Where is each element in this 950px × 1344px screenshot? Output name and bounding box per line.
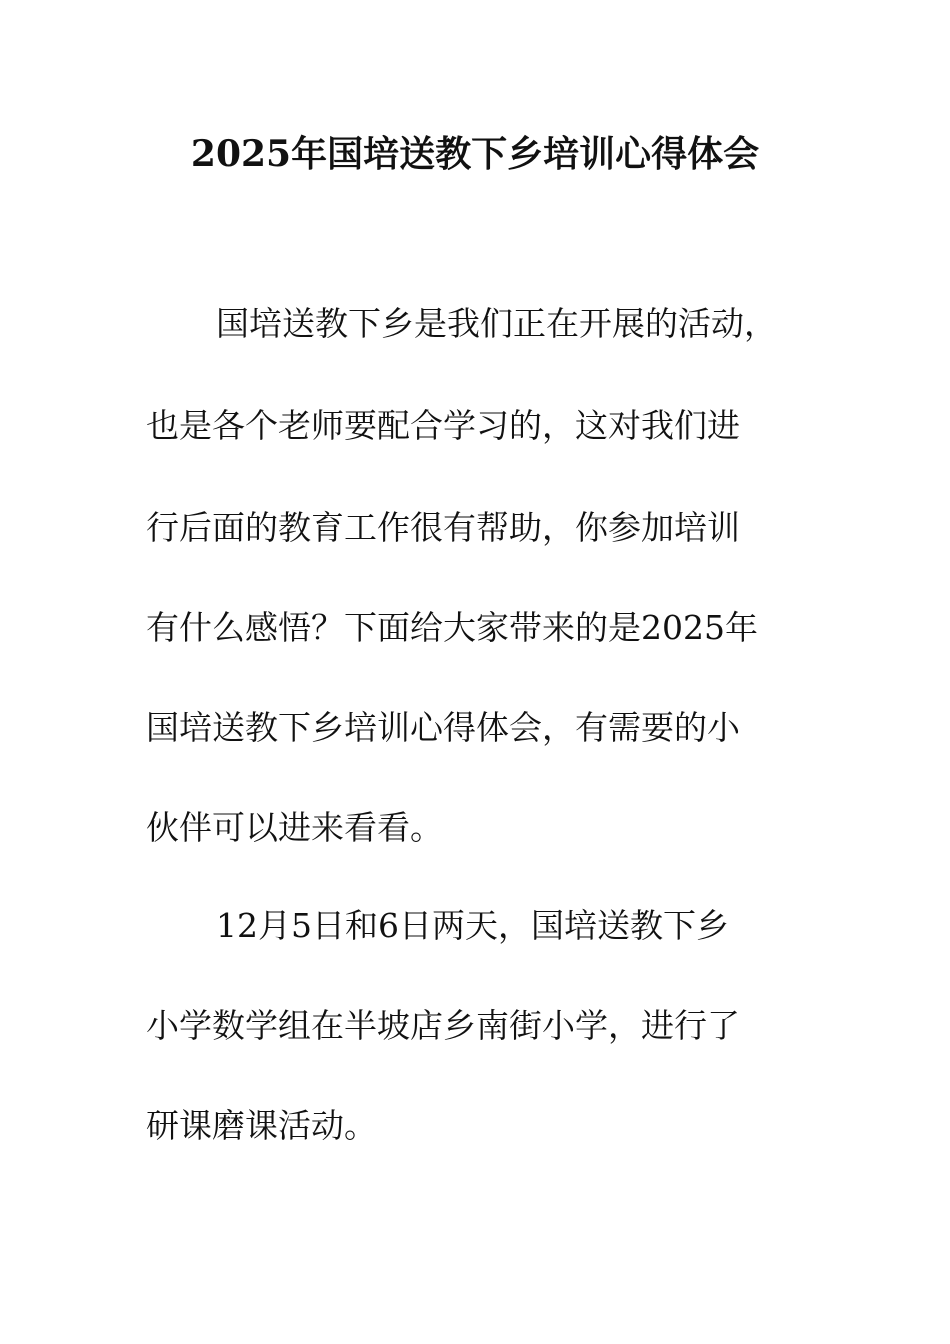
paragraph-2-line-3: 研课磨课活动。 (146, 1106, 377, 1145)
paragraph-1-line-1: 国培送教下乡是我们正在开展的活动， (216, 304, 777, 343)
paragraph-2-line-2: 小学数学组在半坡店乡南街小学，进行了 (146, 1006, 740, 1045)
paragraph-1-line-4: 有什么感悟？下面给大家带来的是2025年 (146, 608, 758, 647)
paragraph-1-line-3: 行后面的教育工作很有帮助，你参加培训 (146, 508, 740, 547)
paragraph-1-line-2: 也是各个老师要配合学习的，这对我们进 (146, 406, 740, 445)
paragraph-1-line-6: 伙伴可以进来看看。 (146, 808, 443, 847)
paragraph-2-line-1: 12月5日和6日两天，国培送教下乡 (216, 906, 729, 945)
document-title: 2025年国培送教下乡培训心得体会 (190, 133, 760, 175)
paragraph-1-line-5: 国培送教下乡培训心得体会，有需要的小 (146, 708, 740, 747)
